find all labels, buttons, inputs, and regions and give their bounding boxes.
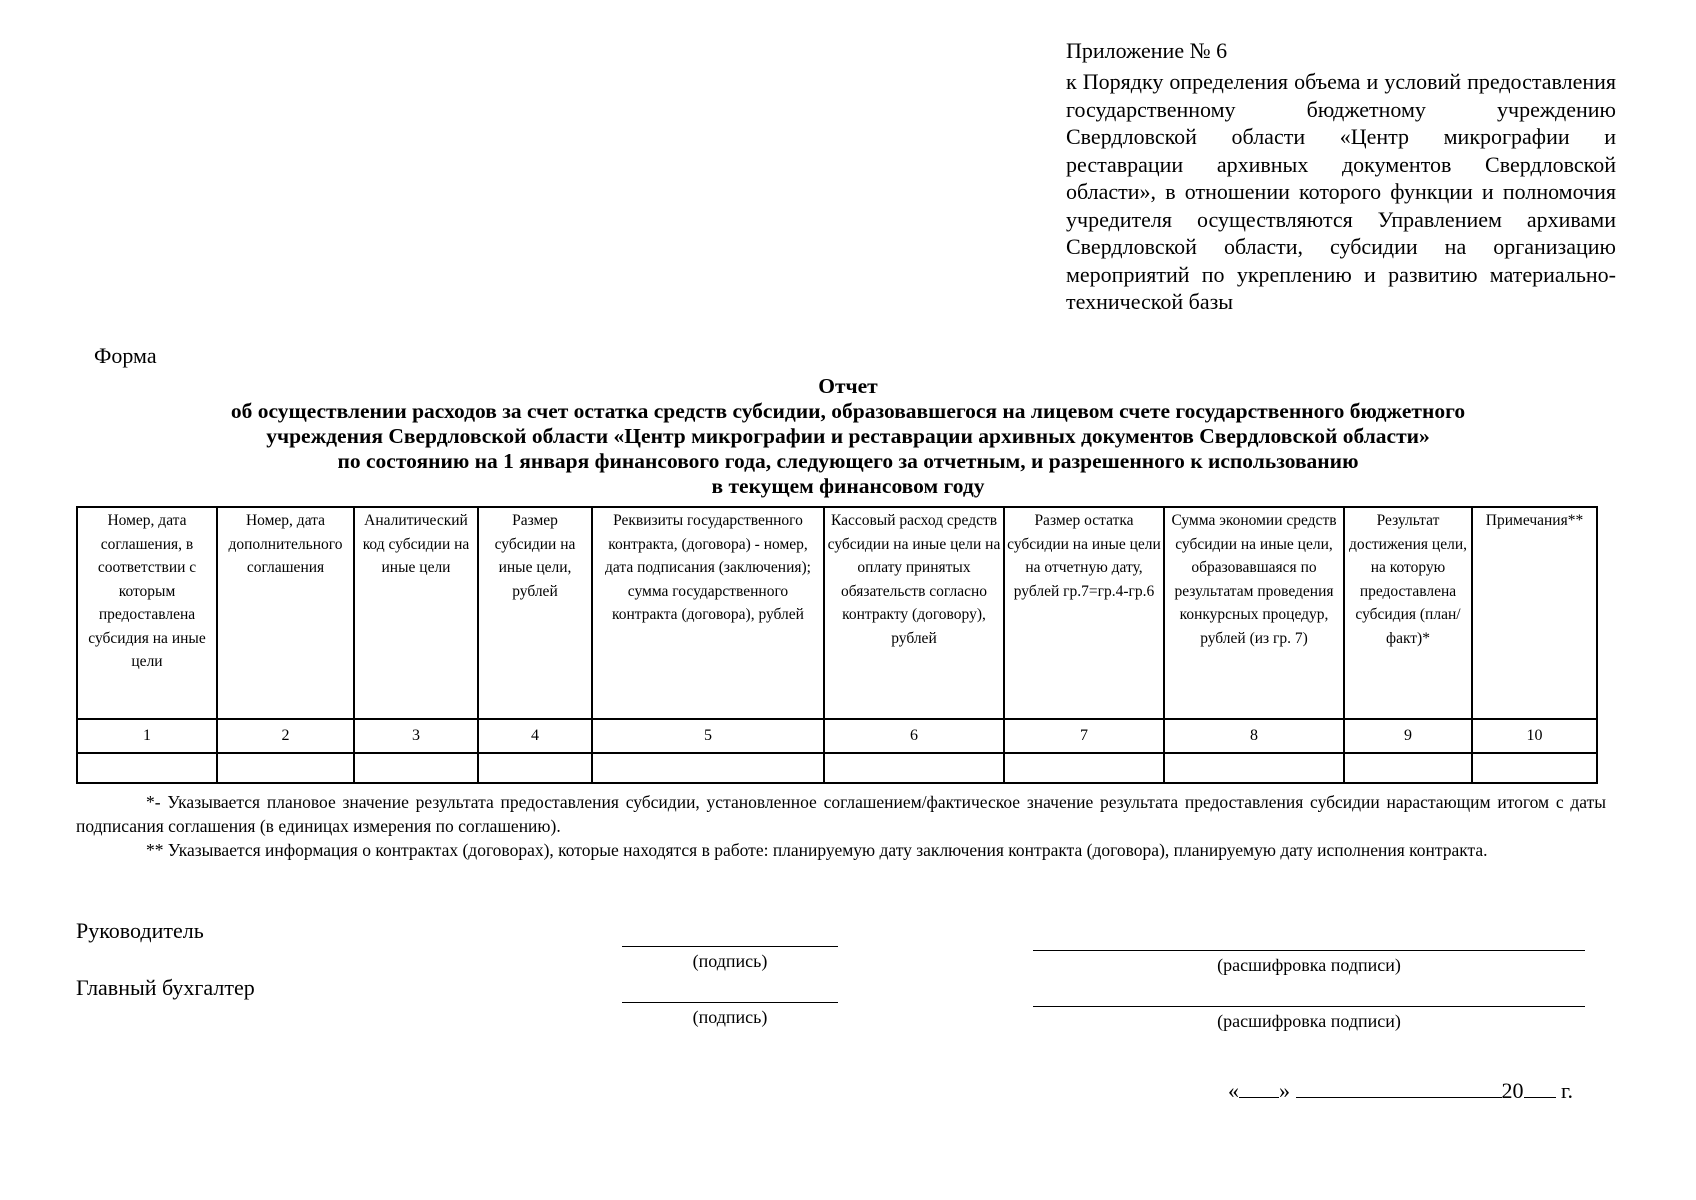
table-cell[interactable]: [1004, 753, 1164, 783]
date-day-blank[interactable]: [1239, 1079, 1279, 1098]
report-subtitle-line: в текущем финансовом году: [711, 474, 985, 498]
column-header: Номер, дата дополнительного соглашения: [217, 507, 354, 719]
date-open-quote: «: [1228, 1078, 1239, 1103]
footnotes: [76, 790, 1606, 862]
report-subtitle-line: учреждения Свердловской области «Центр микрографии и реставрации архивных документов Свердловской области»: [266, 424, 1430, 448]
report-title: Отчет: [818, 374, 878, 398]
column-header: Размер остатка субсидии на иные цели на отчетную дату, рублей гр.7=гр.4-гр.6: [1004, 507, 1164, 719]
report-subtitle-line: по состоянию на 1 января финансового года, следующего за отчетным, и разрешенного к использованию: [337, 449, 1359, 473]
column-number: 7: [1004, 719, 1164, 753]
report-table: [76, 506, 1598, 784]
form-label: Форма: [94, 343, 157, 368]
footnote-contracts: ** Указывается информация о контрактах (договорах), которые находятся в работе: планируемую дату заключения контракта (договора), планируемую дату исполнения контракта.: [146, 840, 1488, 860]
table-row: [77, 753, 1597, 783]
table-cell[interactable]: [1344, 753, 1472, 783]
column-header: Результат достижения цели, на которую предоставлена субсидия (план/факт)*: [1344, 507, 1472, 719]
column-number: 3: [354, 719, 478, 753]
column-header: Примечания**: [1472, 507, 1597, 719]
column-number: 2: [217, 719, 354, 753]
date-year-prefix: 20: [1501, 1078, 1524, 1103]
column-header: Аналитический код субсидии на иные цели: [354, 507, 478, 719]
table-cell[interactable]: [217, 753, 354, 783]
date-close-quote: »: [1279, 1078, 1290, 1103]
column-number-row: [77, 719, 1597, 753]
table-cell[interactable]: [478, 753, 592, 783]
head-role-label: Руководитель: [76, 918, 204, 943]
table-cell[interactable]: [824, 753, 1004, 783]
report-heading: [60, 374, 1636, 499]
column-header: Сумма экономии средств субсидии на иные цели, образовавшаяся по результатам проведения конкурсных процедур, рублей (из гр. 7): [1164, 507, 1344, 719]
annex-description: к Порядку определения объема и условий предоставления государственному бюджетному учреждению Свердловской области «Центр микрографии и реставрации архивных документов Свердловской области», в отношении которого функции и полномочия учредителя осуществляются Управлением архивами Свердловской области, субсидии на организацию мероприятий по укреплению и развитию материально-технической базы: [1066, 69, 1616, 314]
head-signature-caption: (подпись): [692, 951, 768, 971]
table-cell[interactable]: [592, 753, 824, 783]
accountant-signature-line[interactable]: [622, 1002, 838, 1003]
column-number: 9: [1344, 719, 1472, 753]
annex-title: Приложение № 6: [1066, 38, 1228, 63]
date-field: [1228, 1078, 1573, 1104]
table-cell[interactable]: [354, 753, 478, 783]
head-signature-line[interactable]: [622, 946, 838, 947]
table-cell[interactable]: [77, 753, 217, 783]
date-month-blank[interactable]: [1296, 1079, 1502, 1098]
column-number: 1: [77, 719, 217, 753]
column-header: Реквизиты государственного контракта, (договора) - номер, дата подписания (заключения); сумма государственного контракта (договора), рублей: [592, 507, 824, 719]
column-header: Размер субсидии на иные цели, рублей: [478, 507, 592, 719]
head-decode-caption: (расшифровка подписи): [1217, 955, 1401, 975]
table-cell[interactable]: [1164, 753, 1344, 783]
accountant-decode-caption: (расшифровка подписи): [1217, 1011, 1401, 1031]
column-header: Кассовый расход средств субсидии на иные цели на оплату принятых обязательств согласно контракту (договору), рублей: [824, 507, 1004, 719]
accountant-signature-caption: (подпись): [692, 1007, 768, 1027]
column-number: 6: [824, 719, 1004, 753]
column-number: 10: [1472, 719, 1597, 753]
accountant-role-label: Главный бухгалтер: [76, 975, 255, 1000]
footnote-plan-fact: *- Указывается плановое значение результата предоставления субсидии, установленное соглашением/фактическое значение результата предоставления субсидии нарастающим итогом с даты подписания соглашения (в единицах измерения по соглашению).: [76, 792, 1606, 836]
table-cell[interactable]: [1472, 753, 1597, 783]
column-number: 8: [1164, 719, 1344, 753]
column-number: 5: [592, 719, 824, 753]
column-header: Номер, дата соглашения, в соответствии с которым предоставлена субсидия на иные цели: [77, 507, 217, 719]
table-header-row: [77, 507, 1597, 719]
date-year-suffix: г.: [1561, 1078, 1574, 1103]
date-year-blank[interactable]: [1524, 1079, 1556, 1098]
head-decode-line[interactable]: [1033, 950, 1585, 951]
report-subtitle-line: об осуществлении расходов за счет остатка средств субсидии, образовавшегося на лицевом счете государственного бюджетного: [230, 399, 1466, 423]
accountant-decode-line[interactable]: [1033, 1006, 1585, 1007]
column-number: 4: [478, 719, 592, 753]
